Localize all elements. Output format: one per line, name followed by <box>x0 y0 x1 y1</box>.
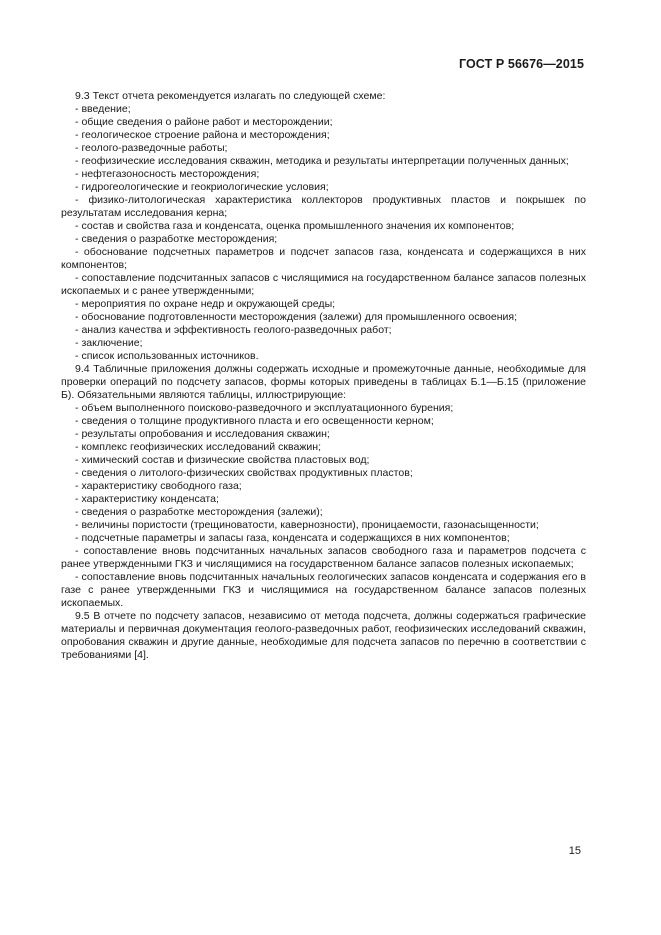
list-item: - величины пористости (трещиноватости, кавернозности), проницаемости, газонасыщенности; <box>75 519 539 531</box>
list-item: - анализ качества и эффективность геолого-разведочных работ; <box>75 324 392 336</box>
list-item: - сведения о разработке месторождения; <box>75 233 278 245</box>
list-item: - характеристику конденсата; <box>75 493 219 505</box>
list-item: - сопоставление подсчитанных запасов с числящимися на государственном балансе запасов полезных ископаемых и с ранее утвержденными; <box>61 272 586 297</box>
list-item: - введение; <box>75 103 131 115</box>
list-item: - сведения о разработке месторождения (залежи); <box>75 506 323 518</box>
list-item: - физико-литологическая характеристика коллекторов продуктивных пластов и покрышек по результатам исследования керна; <box>61 194 586 219</box>
list-item: - мероприятия по охране недр и окружающей среды; <box>75 298 336 310</box>
list-item: - заключение; <box>75 337 143 349</box>
list-item: - обоснование подготовленности месторождения (залежи) для промышленного освоения; <box>75 311 518 323</box>
list-item: - сопоставление вновь подсчитанных начальных геологических запасов конденсата и содержания его в газе с ранее утвержденными ГКЗ и числящимися на государственном балансе запасов полезных ископаемых. <box>61 571 586 609</box>
list-item: - обоснование подсчетных параметров и подсчет запасов газа, конденсата и содержащихся в них компонентов; <box>61 246 586 271</box>
section-9-4-lead: 9.4 Табличные приложения должны содержать исходные и промежуточные данные, необходимые для проверки операций по подсчету запасов, формы которых приведены в таблицах Б.1—Б.15 (приложение Б). Обязательными являются таблицы, иллюстрирующие: <box>61 363 586 401</box>
section-9-5-lead: 9.5 В отчете по подсчету запасов, независимо от метода подсчета, должны содержаться графические материалы и первичная документация геолого-разведочных работ, геофизических исследований скважин, опробования скважин и другие данные, необходимые для подсчета запасов по перечню в соответствии с требованиями [4]. <box>61 610 586 661</box>
section-9-3-lead: 9.3 Текст отчета рекомендуется излагать по следующей схеме: <box>75 90 386 102</box>
list-item: - объем выполненного поисково-разведочного и эксплуатационного бурения; <box>75 402 454 414</box>
list-item: - сведения о литолого-физических свойствах продуктивных пластов; <box>75 467 413 479</box>
list-item: - нефтегазоносность месторождения; <box>75 168 260 180</box>
list-item: - результаты опробования и исследования скважин; <box>75 428 330 440</box>
list-item: - состав и свойства газа и конденсата, оценка промышленного значения их компонентов; <box>75 220 515 232</box>
list-item: - геолого-разведочные работы; <box>75 142 228 154</box>
list-item: - химический состав и физические свойства пластовых вод; <box>75 454 370 466</box>
standard-designation: ГОСТ Р 56676—2015 <box>458 57 584 71</box>
list-item: - сведения о толщине продуктивного пласта и его освещенности керном; <box>75 415 434 427</box>
list-item: - геофизические исследования скважин, методика и результаты интерпретации полученных данных; <box>75 155 569 167</box>
list-item: - подсчетные параметры и запасы газа, конденсата и содержащихся в них компонентов; <box>75 532 510 544</box>
list-item: - общие сведения о районе работ и месторождении; <box>75 116 333 128</box>
page-number: 15 <box>568 845 581 857</box>
list-item: - характеристику свободного газа; <box>75 480 242 492</box>
list-item: - сопоставление вновь подсчитанных начальных запасов свободного газа и параметров подсчета с ранее утвержденными ГКЗ и числящимися на государственном балансе запасов полезных ископаемых; <box>61 545 586 570</box>
list-item: - комплекс геофизических исследований скважин; <box>75 441 322 453</box>
list-item: - геологическое строение района и месторождения; <box>75 129 330 141</box>
list-item: - гидрогеологические и геокриологические условия; <box>75 181 329 193</box>
list-item: - список использованных источников. <box>75 350 259 362</box>
document-body <box>61 90 586 662</box>
